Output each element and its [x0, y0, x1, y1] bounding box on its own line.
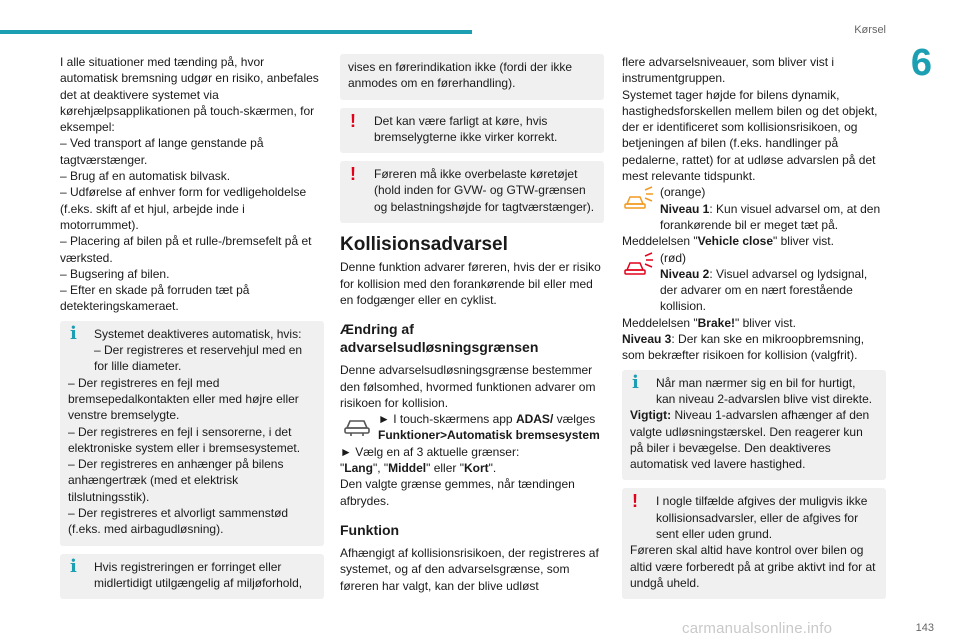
list-item: – Der registreres et reservehjul med en for lille diameter. — [94, 343, 303, 374]
level-3-line: Niveau 3: Der kan ske en mikroopbremsning, som bekræfter risikoen for kollision (valgfrit). — [622, 332, 865, 363]
info-box: i Når man nærmer sig en bil for hurtigt, kan niveau 2-advarslen blive vist direkte. Vigtigt: Niveau 1-advarslen afhænger af den valgte udløsningstærskel. Den reagerer kun på biler i bevægelse. Den deaktiveres automatisk ved lavere hastighed. — [622, 370, 886, 481]
warning-icon: ! — [350, 110, 356, 131]
paragraph: Denne advarselsudløsningsgrænse bestemmer den følsomhed, hvormed funktionen advarer om risikoen for kollision. — [340, 363, 596, 410]
section-heading: Kollisionsadvarsel — [340, 234, 508, 256]
warning-box: ! I nogle tilfælde afgives der muligvis ikke kollisionsadvarsler, eller de afgives for sent eller uden grund. Føreren skal altid have kontrol over bilen og altid være forberedt på at gribe aktivt ind for at undgå uheld. — [622, 488, 886, 599]
list-item: – Der registreres en anhænger på bilens anhængertræk (med et elektrisk tilslutningsstik). — [68, 457, 284, 504]
list-item: – Der registreres et alvorligt sammenstød (f.eks. med airbagudløsning). — [68, 506, 289, 537]
list-item: – Udførelse af enhver form for vedligeholdelse (f.eks. skift af et hjul, arbejde inde i motorrummet). — [60, 185, 307, 232]
paragraph: I alle situationer med tænding på, hvor automatisk bremsning udgør en risiko, anbefales det at deaktivere systemet via kørehjælpsapplikationen på touch-skærmen, for eksempel: — [60, 55, 319, 135]
list-item: – Der registreres en fejl i sensorerne, i det elektroniske system eller i bremsesystemet. — [68, 424, 301, 455]
watermark: carmanualsonline.info — [682, 620, 833, 637]
options-line: "Lang", "Middel" eller "Kort". — [340, 461, 497, 476]
car-adas-icon — [340, 411, 374, 439]
list-item: – Efter en skade på forruden tæt på detekteringskameraet. — [60, 283, 250, 314]
paragraph: flere advarselsniveauer, som bliver vist i instrumentgruppen. — [622, 55, 835, 86]
warning-icon: ! — [632, 491, 638, 512]
instruction-step: ► Vælg en af 3 aktuelle grænser: — [340, 444, 520, 459]
column-2 — [340, 54, 604, 594]
list-item: – Placering af bilen på et rulle-/bremsefelt på et værksted. — [60, 234, 312, 265]
column-3 — [622, 54, 886, 607]
info-icon: i — [70, 555, 77, 577]
warning-icon: ! — [350, 164, 356, 185]
column-1 — [60, 54, 324, 607]
level-2-row: (rød) Niveau 2: Visuel advarsel og lydsignal, der advarer om en nært forestående kollision. — [622, 250, 886, 315]
info-box: i Hvis registreringen er forringet eller midlertidigt utilgængelig af miljøforhold, — [60, 554, 324, 600]
paragraph: Afhængigt af kollisionsrisikoen, der registreres af systemet, og af den advarselsgrænse, som føreren har valgt, kan der blive udløst — [340, 545, 599, 593]
page-number: 143 — [915, 622, 934, 634]
level-1-row: (orange) Niveau 1: Kun visuel advarsel om, at den forankørende bil er meget tæt på. — [622, 184, 886, 233]
info-box-continued: vises en førerindikation ikke (fordi der ikke anmodes om en førerhandling). — [340, 54, 604, 100]
subsection-heading: Ændring af advarselsudløsningsgrænsen — [340, 321, 539, 356]
chapter-number: 6 — [910, 42, 932, 84]
paragraph: Denne funktion advarer føreren, hvis der er risiko for kollision med den forankørende bil eller med en fodgænger eller en cyklist. — [340, 260, 601, 307]
instruction-step: ► I touch-skærmens app ADAS/ vælges Funktioner>Automatisk bremsesystem — [340, 411, 604, 444]
subsection-heading: Funktion — [340, 521, 400, 538]
collision-warning-red-icon — [622, 250, 656, 278]
info-icon: i — [70, 322, 77, 344]
collision-warning-orange-icon — [622, 184, 656, 212]
list-item: – Bugsering af bilen. — [60, 266, 170, 281]
list-item: – Der registreres en fejl med bremsepedalkontakten eller med højre eller venstre bremselygte. — [68, 375, 299, 423]
info-box: i Systemet deaktiveres automatisk, hvis: – Der registreres et reservehjul med en for lille diameter. – Der registreres en fejl med bremsepedalkontakten eller med højre eller venstre bremselygte. – Der registreres en fejl i sensorerne, i det elektroniske system eller i bremsesystemet. – Der registreres en anhænger på bilens anhængertræk (med et elektrisk tilslutningsstik). – Der registreres et alvorligt sammenstød (f.eks. med airbagudløsning). — [60, 321, 324, 546]
paragraph: Systemet tager højde for bilens dynamik, hastighedsforskellen mellem bilen og det objekt, der er identificeret som kollisionsrisikoen, og betjeningen af bilen (f.eks. handlinger på pedalerne, rattet) for at udløse advarslen på det mest relevante tidspunkt. — [622, 87, 878, 184]
info-icon: i — [632, 371, 639, 393]
list-item: – Brug af en automatisk bilvask. — [60, 169, 231, 184]
list-item: – Ved transport af lange genstande på tagtværstænger. — [60, 136, 264, 167]
message-line: Meddelelsen "Brake!" bliver vist. — [622, 315, 796, 330]
header-accent-bar — [0, 30, 472, 34]
paragraph: Den valgte grænse gemmes, når tændingen afbrydes. — [340, 477, 575, 508]
warning-box: ! Føreren må ikke overbelaste køretøjet (hold inden for GVW- og GTW-grænsen og belastningshøjde for tagtværstænger). — [340, 161, 604, 223]
section-title: Kørsel — [854, 24, 886, 36]
message-line: Meddelelsen "Vehicle close" bliver vist. — [622, 234, 834, 249]
warning-box: ! Det kan være farligt at køre, hvis bremselygterne ikke virker korrekt. — [340, 108, 604, 154]
